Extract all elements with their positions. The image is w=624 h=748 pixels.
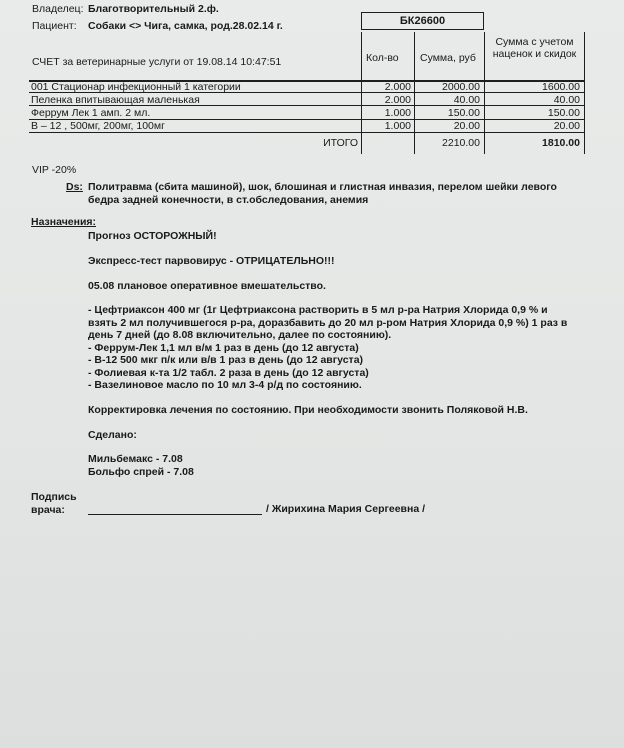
row-sum: 20.00 xyxy=(453,120,480,132)
invoice-code: БК26600 xyxy=(399,15,446,27)
row-sum: 40.00 xyxy=(453,94,480,106)
correction-note: Корректировка лечения по состоянию. При необходимости звонить Поляковой Н.В. xyxy=(88,404,528,416)
col-header-discounted: Сумма с учетом наценок и скидок xyxy=(492,36,577,60)
diagnosis-label: Ds: xyxy=(66,181,83,193)
table-col-divider xyxy=(414,32,415,154)
row-qty: 2.000 xyxy=(384,94,411,106)
table-col-divider xyxy=(484,32,485,154)
surgery-note: 05.08 плановое оперативное вмешательство. xyxy=(88,280,326,292)
row-total: 20.00 xyxy=(553,120,580,132)
doctor-name: / Жирихина Мария Сергеевна / xyxy=(266,503,426,515)
total-sum: 2210.00 xyxy=(442,137,480,149)
patient-value: Собаки <> Чига, самка, род.28.02.14 г. xyxy=(88,20,283,32)
done-item: Мильбемакс - 7.08 xyxy=(88,453,183,465)
treatment-list xyxy=(88,304,567,392)
row-name: 001 Стационар инфекционный 1 категории xyxy=(31,81,241,93)
prescriptions-label: Назначения: xyxy=(31,216,97,228)
invoice-code-box xyxy=(361,12,484,30)
row-name: В – 12 , 500мг, 200мг, 100мг xyxy=(31,120,165,132)
row-total: 40.00 xyxy=(553,94,580,106)
done-list xyxy=(88,453,194,478)
table-col-divider xyxy=(584,32,585,154)
treatment-line: - Фолиевая к-та 1/2 табл. 2 раза в день (до 12 августа) xyxy=(88,366,369,379)
treatment-line: - Вазелиновое масло по 10 мл 3-4 р/д по состоянию. xyxy=(88,379,362,391)
row-qty: 2.000 xyxy=(384,81,411,93)
table-row-line xyxy=(29,132,584,133)
invoice-title: СЧЕТ за ветеринарные услуги от 19.08.14 10:47:51 xyxy=(32,56,282,68)
row-qty: 1.000 xyxy=(384,107,411,119)
col-header-sum: Сумма, руб xyxy=(420,52,476,64)
owner-label: Владелец: xyxy=(32,3,84,15)
owner-value: Благотворительный 2.ф. xyxy=(88,3,219,15)
row-name: Феррум Лек 1 амп. 2 мл. xyxy=(31,107,151,119)
col-header-qty: Кол-во xyxy=(366,52,399,64)
total-label: ИТОГО xyxy=(323,137,358,149)
treatment-line: - В-12 500 мкг п/к или в/в 1 раз в день (до 12 августа) xyxy=(88,354,364,366)
row-sum: 2000.00 xyxy=(442,81,480,93)
diagnosis-line: бедра задней конечности, в ст.обследования, анемия xyxy=(88,193,369,206)
total-discounted: 1810.00 xyxy=(542,137,580,149)
row-total: 150.00 xyxy=(547,107,580,119)
express-test: Экспресс-тест парвовирус - ОТРИЦАТЕЛЬНО!!! xyxy=(88,255,335,267)
row-qty: 1.000 xyxy=(384,120,411,132)
done-label: Сделано: xyxy=(88,429,137,441)
table-col-divider xyxy=(361,32,362,154)
diagnosis-line: Политравма (сбита машиной), шок, блошиная и глистная инвазия, перелом шейки левого xyxy=(88,181,557,193)
prognosis: Прогноз ОСТОРОЖНЫЙ! xyxy=(88,230,217,242)
patient-label: Пациент: xyxy=(32,20,77,32)
treatment-line: - Феррум-Лек 1,1 мл в/м 1 раз в день (до 12 августа) xyxy=(88,341,359,354)
row-sum: 150.00 xyxy=(447,107,480,119)
signature-label xyxy=(31,491,77,516)
vip-discount: VIP -20% xyxy=(32,164,77,176)
done-item: Больфо спрей - 7.08 xyxy=(88,465,194,478)
diagnosis-text xyxy=(88,181,557,206)
treatment-line: день 7 дней (до 8.08 включительно, далее по состоянию). xyxy=(88,329,392,341)
signature-line xyxy=(88,514,262,515)
signature-label-line: врача: xyxy=(31,503,65,516)
treatment-line: взять 2 мл получившегося р-ра, доразбавить до 20 мл р-ром Натрия Хлорида 0,9 %) 1 раз в xyxy=(88,316,568,329)
row-name: Пеленка впитывающая маленькая xyxy=(31,94,200,106)
row-total: 1600.00 xyxy=(542,81,580,93)
signature-label-line: Подпись xyxy=(31,491,77,503)
treatment-line: - Цефтриаксон 400 мг (1г Цефтриаксона растворить в 5 мл р-ра Натрия Хлорида 0,9 % и xyxy=(88,304,548,316)
